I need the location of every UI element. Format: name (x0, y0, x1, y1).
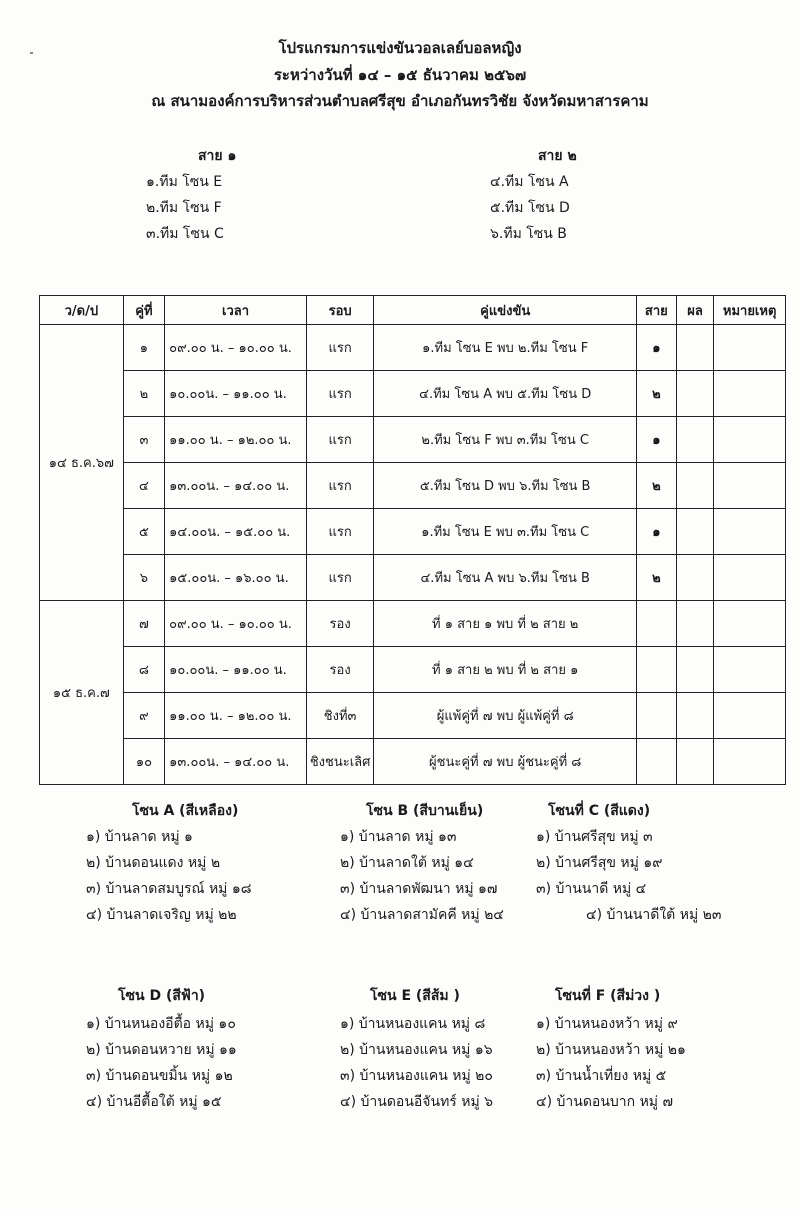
lane-cell: ๒ (637, 371, 677, 417)
match-cell: ๔.ทีม โซน A พบ ๕.ทีม โซน D (374, 371, 637, 417)
lane-cell: ๑ (637, 509, 677, 555)
table-row (40, 325, 786, 371)
zone-f-item: ๒) บ้านหนองหว้า หมู่ ๒๑ (536, 1042, 686, 1058)
zone-a-item: ๑) บ้านลาด หมู่ ๑ (86, 829, 193, 845)
result-cell (676, 693, 714, 739)
match-cell: ผู้ชนะคู่ที่ ๗ พบ ผู้ชนะคู่ที่ ๘ (374, 739, 637, 785)
pair-cell: ๘ (123, 647, 165, 693)
pair-cell: ๕ (123, 509, 165, 555)
group-1-team: ๒.ทีม โซน F (146, 200, 222, 216)
zone-c-item: ๑) บ้านศรีสุข หมู่ ๓ (536, 829, 653, 845)
doc-dates: ระหว่างวันที่ ๑๔ – ๑๕ ธันวาคม ๒๕๖๗ (273, 66, 527, 84)
doc-title: โปรแกรมการแข่งขันวอลเลย์บอลหญิง (278, 39, 522, 57)
zone-b-item: ๒) บ้านลาดใต้ หมู่ ๑๔ (340, 855, 474, 871)
table-row (40, 647, 786, 693)
round-cell: แรก (306, 371, 374, 417)
zone-d-title: โซน D (สีฟ้า) (118, 988, 206, 1004)
lane-cell (637, 647, 677, 693)
result-cell (676, 647, 714, 693)
match-cell: ๕.ทีม โซน D พบ ๖.ทีม โซน B (374, 463, 637, 509)
table-row (40, 463, 786, 509)
round-cell: แรก (306, 509, 374, 555)
note-cell (714, 601, 786, 647)
match-cell: ที่ ๑ สาย ๑ พบ ที่ ๒ สาย ๒ (374, 601, 637, 647)
lane-cell (637, 601, 677, 647)
round-cell: แรก (306, 463, 374, 509)
note-cell (714, 417, 786, 463)
col-header-note: หมายเหตุ (714, 296, 786, 325)
zone-d-item: ๔) บ้านอีตื้อใต้ หมู่ ๑๕ (86, 1094, 222, 1110)
col-header-date: ว/ด/ป (40, 296, 124, 325)
note-cell (714, 647, 786, 693)
zone-c-item: ๓) บ้านนาดี หมู่ ๔ (536, 881, 647, 897)
result-cell (676, 601, 714, 647)
note-cell (714, 463, 786, 509)
time-cell: ๐๙.๐๐ น. – ๑๐.๐๐ น. (165, 601, 307, 647)
note-cell (714, 693, 786, 739)
group-2-team: ๕.ทีม โซน D (490, 200, 570, 216)
result-cell (676, 417, 714, 463)
time-cell: ๑๑.๐๐ น. – ๑๒.๐๐ น. (165, 693, 307, 739)
zone-b-item: ๑) บ้านลาด หมู่ ๑๓ (340, 829, 457, 845)
time-cell: ๑๕.๐๐น. – ๑๖.๐๐ น. (165, 555, 307, 601)
zone-f-item: ๑) บ้านหนองหว้า หมู่ ๙ (536, 1016, 678, 1032)
table-row (40, 555, 786, 601)
zone-b-item: ๓) บ้านลาดพัฒนา หมู่ ๑๗ (340, 881, 498, 897)
group-1-title: สาย ๑ (198, 148, 237, 164)
col-header-result: ผล (676, 296, 714, 325)
zone-d-item: ๓) บ้านดอนขมิ้น หมู่ ๑๒ (86, 1068, 233, 1084)
date-cell-day2: ๑๕ ธ.ค.๗ (40, 601, 124, 785)
result-cell (676, 509, 714, 555)
round-cell: แรก (306, 325, 374, 371)
zone-e-item: ๑) บ้านหนองแคน หมู่ ๘ (340, 1016, 486, 1032)
zone-f-title: โซนที่ F (สีม่วง ) (555, 988, 661, 1004)
note-cell (714, 555, 786, 601)
zone-a-item: ๒) บ้านดอนแดง หมู่ ๒ (86, 855, 221, 871)
zone-e-title: โซน E (สีส้ม ) (370, 988, 460, 1004)
match-cell: ๒.ทีม โซน F พบ ๓.ทีม โซน C (374, 417, 637, 463)
zone-b-title: โซน B (สีบานเย็น) (366, 803, 484, 819)
group-1-team: ๑.ทีม โซน E (146, 174, 223, 190)
lane-cell: ๒ (637, 555, 677, 601)
pair-cell: ๑ (123, 325, 165, 371)
col-header-lane: สาย (637, 296, 677, 325)
col-header-match: คู่แข่งขัน (374, 296, 637, 325)
match-cell: ที่ ๑ สาย ๒ พบ ที่ ๒ สาย ๑ (374, 647, 637, 693)
lane-cell: ๑ (637, 325, 677, 371)
table-row (40, 739, 786, 785)
group-2-title: สาย ๒ (538, 148, 577, 164)
zone-a-item: ๔) บ้านลาดเจริญ หมู่ ๒๒ (86, 907, 237, 923)
pair-cell: ๔ (123, 463, 165, 509)
table-header-row (40, 296, 786, 325)
note-cell (714, 509, 786, 555)
zone-e-item: ๒) บ้านหนองแคน หมู่ ๑๖ (340, 1042, 493, 1058)
pair-cell: ๓ (123, 417, 165, 463)
result-cell (676, 371, 714, 417)
zone-c-item: ๔) บ้านนาดีใต้ หมู่ ๒๓ (586, 907, 722, 923)
note-cell (714, 371, 786, 417)
table-row (40, 693, 786, 739)
pair-cell: ๒ (123, 371, 165, 417)
group-2-team: ๖.ทีม โซน B (490, 226, 567, 242)
pair-cell: ๖ (123, 555, 165, 601)
match-cell: ผู้แพ้คู่ที่ ๗ พบ ผู้แพ้คู่ที่ ๘ (374, 693, 637, 739)
lane-cell: ๑ (637, 417, 677, 463)
match-cell: ๑.ทีม โซน E พบ ๒.ทีม โซน F (374, 325, 637, 371)
lane-cell: ๒ (637, 463, 677, 509)
time-cell: ๑๓.๐๐น. – ๑๔.๐๐ น. (165, 739, 307, 785)
note-cell (714, 325, 786, 371)
pair-cell: ๗ (123, 601, 165, 647)
result-cell (676, 325, 714, 371)
col-header-time: เวลา (165, 296, 307, 325)
table-row (40, 601, 786, 647)
zone-a-title: โซน A (สีเหลือง) (132, 803, 239, 819)
match-cell: ๑.ทีม โซน E พบ ๓.ทีม โซน C (374, 509, 637, 555)
schedule-table (39, 295, 786, 785)
time-cell: ๑๐.๐๐น. – ๑๑.๐๐ น. (165, 647, 307, 693)
zone-d-item: ๒) บ้านดอนหวาย หมู่ ๑๑ (86, 1042, 237, 1058)
zone-d-item: ๑) บ้านหนองอีตื้อ หมู่ ๑๐ (86, 1016, 236, 1032)
round-cell: แรก (306, 555, 374, 601)
table-row (40, 509, 786, 555)
doc-venue: ณ สนามองค์การบริหารส่วนตำบลศรีสุข อำเภอกันทรวิชัย จังหวัดมหาสารคาม (151, 92, 649, 110)
zone-c-title: โซนที่ C (สีแดง) (548, 803, 651, 819)
group-2-team: ๔.ทีม โซน A (490, 174, 569, 190)
match-cell: ๔.ทีม โซน A พบ ๖.ทีม โซน B (374, 555, 637, 601)
round-cell: ชิงชนะเลิศ (306, 739, 374, 785)
lane-cell (637, 739, 677, 785)
date-cell-day1: ๑๔ ธ.ค.๖๗ (40, 325, 124, 601)
col-header-pair: คู่ที่ (123, 296, 165, 325)
lane-cell (637, 693, 677, 739)
time-cell: ๑๑.๐๐ น. – ๑๒.๐๐ น. (165, 417, 307, 463)
group-1-team: ๓.ทีม โซน C (146, 226, 224, 242)
pair-cell: ๑๐ (123, 739, 165, 785)
table-row (40, 371, 786, 417)
table-row (40, 417, 786, 463)
time-cell: ๑๐.๐๐น. – ๑๑.๐๐ น. (165, 371, 307, 417)
result-cell (676, 555, 714, 601)
time-cell: ๑๔.๐๐น. – ๑๕.๐๐ น. (165, 509, 307, 555)
zone-c-item: ๒) บ้านศรีสุข หมู่ ๑๙ (536, 855, 663, 871)
round-cell: รอง (306, 601, 374, 647)
zone-f-item: ๓) บ้านน้ำเที่ยง หมู่ ๕ (536, 1068, 667, 1084)
round-cell: ชิงที่๓ (306, 693, 374, 739)
note-cell (714, 739, 786, 785)
zone-e-item: ๓) บ้านหนองแคน หมู่ ๒๐ (340, 1068, 493, 1084)
time-cell: ๑๓.๐๐น. – ๑๔.๐๐ น. (165, 463, 307, 509)
round-cell: แรก (306, 417, 374, 463)
pair-cell: ๙ (123, 693, 165, 739)
zone-f-item: ๔) บ้านดอนบาก หมู่ ๗ (536, 1094, 674, 1110)
col-header-round: รอบ (306, 296, 374, 325)
zone-e-item: ๔) บ้านดอนอีจันทร์ หมู่ ๖ (340, 1094, 494, 1110)
zone-a-item: ๓) บ้านลาดสมบูรณ์ หมู่ ๑๘ (86, 881, 252, 897)
result-cell (676, 739, 714, 785)
round-cell: รอง (306, 647, 374, 693)
result-cell (676, 463, 714, 509)
time-cell: ๐๙.๐๐ น. – ๑๐.๐๐ น. (165, 325, 307, 371)
zone-b-item: ๔) บ้านลาดสามัคคี หมู่ ๒๔ (340, 907, 504, 923)
